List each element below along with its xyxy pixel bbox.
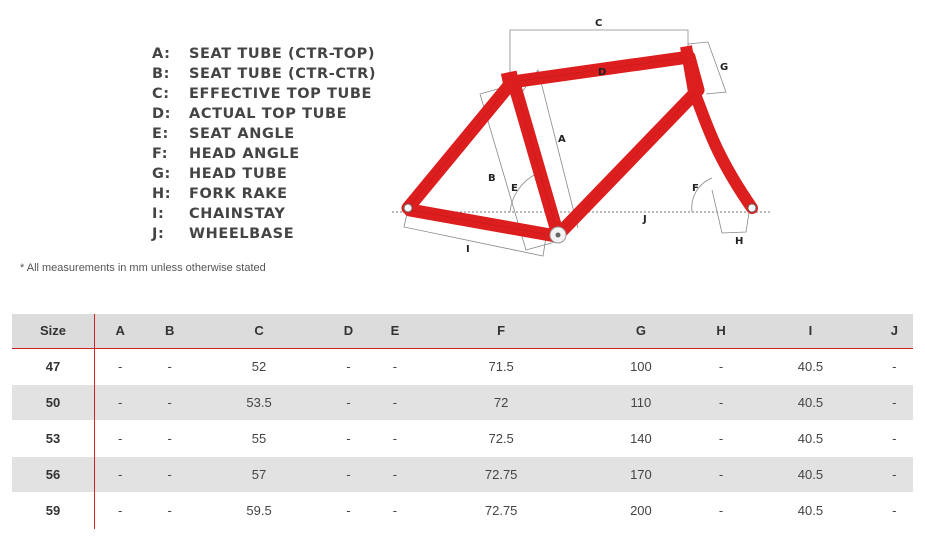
table-cell: - (167, 502, 172, 518)
table-row (12, 456, 913, 492)
table-cell: - (118, 358, 123, 374)
label-i: I (466, 244, 470, 255)
label-d: D (598, 67, 607, 78)
table-cell: - (346, 358, 351, 374)
table-cell: 200 (630, 502, 652, 518)
front-dropout (748, 204, 756, 212)
table-cell: - (392, 466, 398, 482)
legend-label: HEAD TUBE (189, 166, 288, 182)
label-a: A (558, 134, 566, 145)
column-header-j: J (876, 314, 913, 348)
frame-tubes (408, 57, 698, 236)
legend-label: SEAT ANGLE (189, 126, 295, 142)
table-cell: 140 (630, 430, 652, 446)
legend-label: ACTUAL TOP TUBE (189, 106, 348, 122)
table-cell: - (346, 430, 351, 446)
table-cell: 40.5 (797, 358, 824, 374)
table-cell: 72.75 (484, 466, 518, 482)
measurement-note: * All measurements in mm unless otherwise stated (20, 262, 266, 274)
table-cell: - (892, 394, 897, 410)
legend-key: I: (152, 206, 165, 222)
table-row (12, 348, 913, 384)
table-cell: - (392, 394, 398, 410)
table-cell: - (892, 466, 897, 482)
column-header-i: I (745, 314, 875, 348)
table-cell: - (167, 430, 172, 446)
table-cell: 40.5 (797, 430, 824, 446)
table-cell: - (167, 394, 172, 410)
legend-label: SEAT TUBE (CTR-TOP) (189, 46, 376, 62)
column-header-h: H (697, 314, 745, 348)
table-cell: 40.5 (797, 502, 824, 518)
legend-key: C: (152, 86, 170, 102)
table-cell: 100 (630, 358, 652, 374)
table-cell: - (718, 394, 724, 410)
table-cell: 110 (630, 394, 652, 410)
table-cell: - (718, 502, 724, 518)
table-cell: 59.5 (246, 502, 272, 518)
table-row (12, 492, 913, 528)
table-cell: - (346, 466, 351, 482)
table-cell: 170 (630, 466, 652, 482)
legend-key: G: (152, 166, 171, 182)
fork-blade (694, 92, 752, 208)
table-cell: 56 (12, 456, 95, 492)
table-cell: - (392, 502, 398, 518)
legend-key: E: (152, 126, 169, 142)
legend-key: B: (152, 66, 171, 82)
label-b: B (488, 173, 496, 184)
legend-label: HEAD ANGLE (189, 146, 300, 162)
table-cell: - (392, 430, 398, 446)
legend-key: A: (152, 46, 171, 62)
table-cell: 59 (12, 492, 95, 528)
table-cell: 52 (251, 358, 267, 374)
table-cell: 72 (493, 394, 509, 410)
label-e: E (511, 183, 518, 194)
table-cell: - (718, 358, 724, 374)
table-cell: - (118, 430, 123, 446)
legend-label: WHEELBASE (189, 226, 295, 242)
table-cell: - (118, 466, 123, 482)
legend-key: F: (152, 146, 169, 162)
legend-label: EFFECTIVE TOP TUBE (189, 86, 373, 102)
table-cell: 71.5 (488, 358, 514, 374)
table-cell: - (392, 358, 398, 374)
table-row (12, 420, 913, 456)
table-cell: 57 (251, 466, 267, 482)
column-header-d: D (324, 314, 372, 348)
column-header-c: C (194, 314, 324, 348)
column-header-e: E (373, 314, 418, 348)
table-cell: - (167, 358, 172, 374)
label-f: F (692, 183, 699, 194)
table-header-row (12, 314, 913, 348)
legend-label: FORK RAKE (189, 186, 288, 202)
geometry-table (12, 314, 913, 529)
bike-frame (408, 57, 752, 236)
column-header-g: G (585, 314, 697, 348)
table-cell: 53.5 (246, 394, 272, 410)
table-cell: - (346, 394, 351, 410)
column-header-size: Size (12, 314, 95, 348)
table-cell: 53 (12, 420, 95, 456)
legend-key: J: (152, 226, 165, 242)
table-cell: 50 (12, 384, 95, 420)
table-cell: 72.75 (484, 502, 518, 518)
column-header-b: B (145, 314, 193, 348)
table-cell: - (167, 466, 172, 482)
table-cell: - (118, 394, 123, 410)
table-cell: 40.5 (797, 466, 824, 482)
table-cell: - (892, 358, 897, 374)
bottom-bracket-axle (556, 233, 561, 238)
legend-key: H: (152, 186, 172, 202)
table-cell: 47 (12, 348, 95, 384)
legend-key: D: (152, 106, 172, 122)
table-cell: - (892, 430, 897, 446)
table-cell: - (718, 466, 724, 482)
rear-dropout (404, 204, 412, 212)
table-cell: - (346, 502, 351, 518)
table-cell: - (892, 502, 897, 518)
table-cell: - (718, 430, 724, 446)
column-header-f: F (417, 314, 585, 348)
label-j: J (643, 214, 647, 225)
label-g: G (720, 62, 729, 73)
table-cell: 72.5 (488, 430, 514, 446)
legend-label: CHAINSTAY (189, 206, 286, 222)
table-cell: 55 (251, 430, 267, 446)
column-header-a: A (95, 314, 146, 348)
label-h: H (735, 236, 744, 247)
table-cell: 40.5 (797, 394, 824, 410)
table-row (12, 384, 913, 420)
label-c: C (595, 18, 603, 29)
table-cell: - (118, 502, 123, 518)
legend-label: SEAT TUBE (CTR-CTR) (189, 66, 377, 82)
